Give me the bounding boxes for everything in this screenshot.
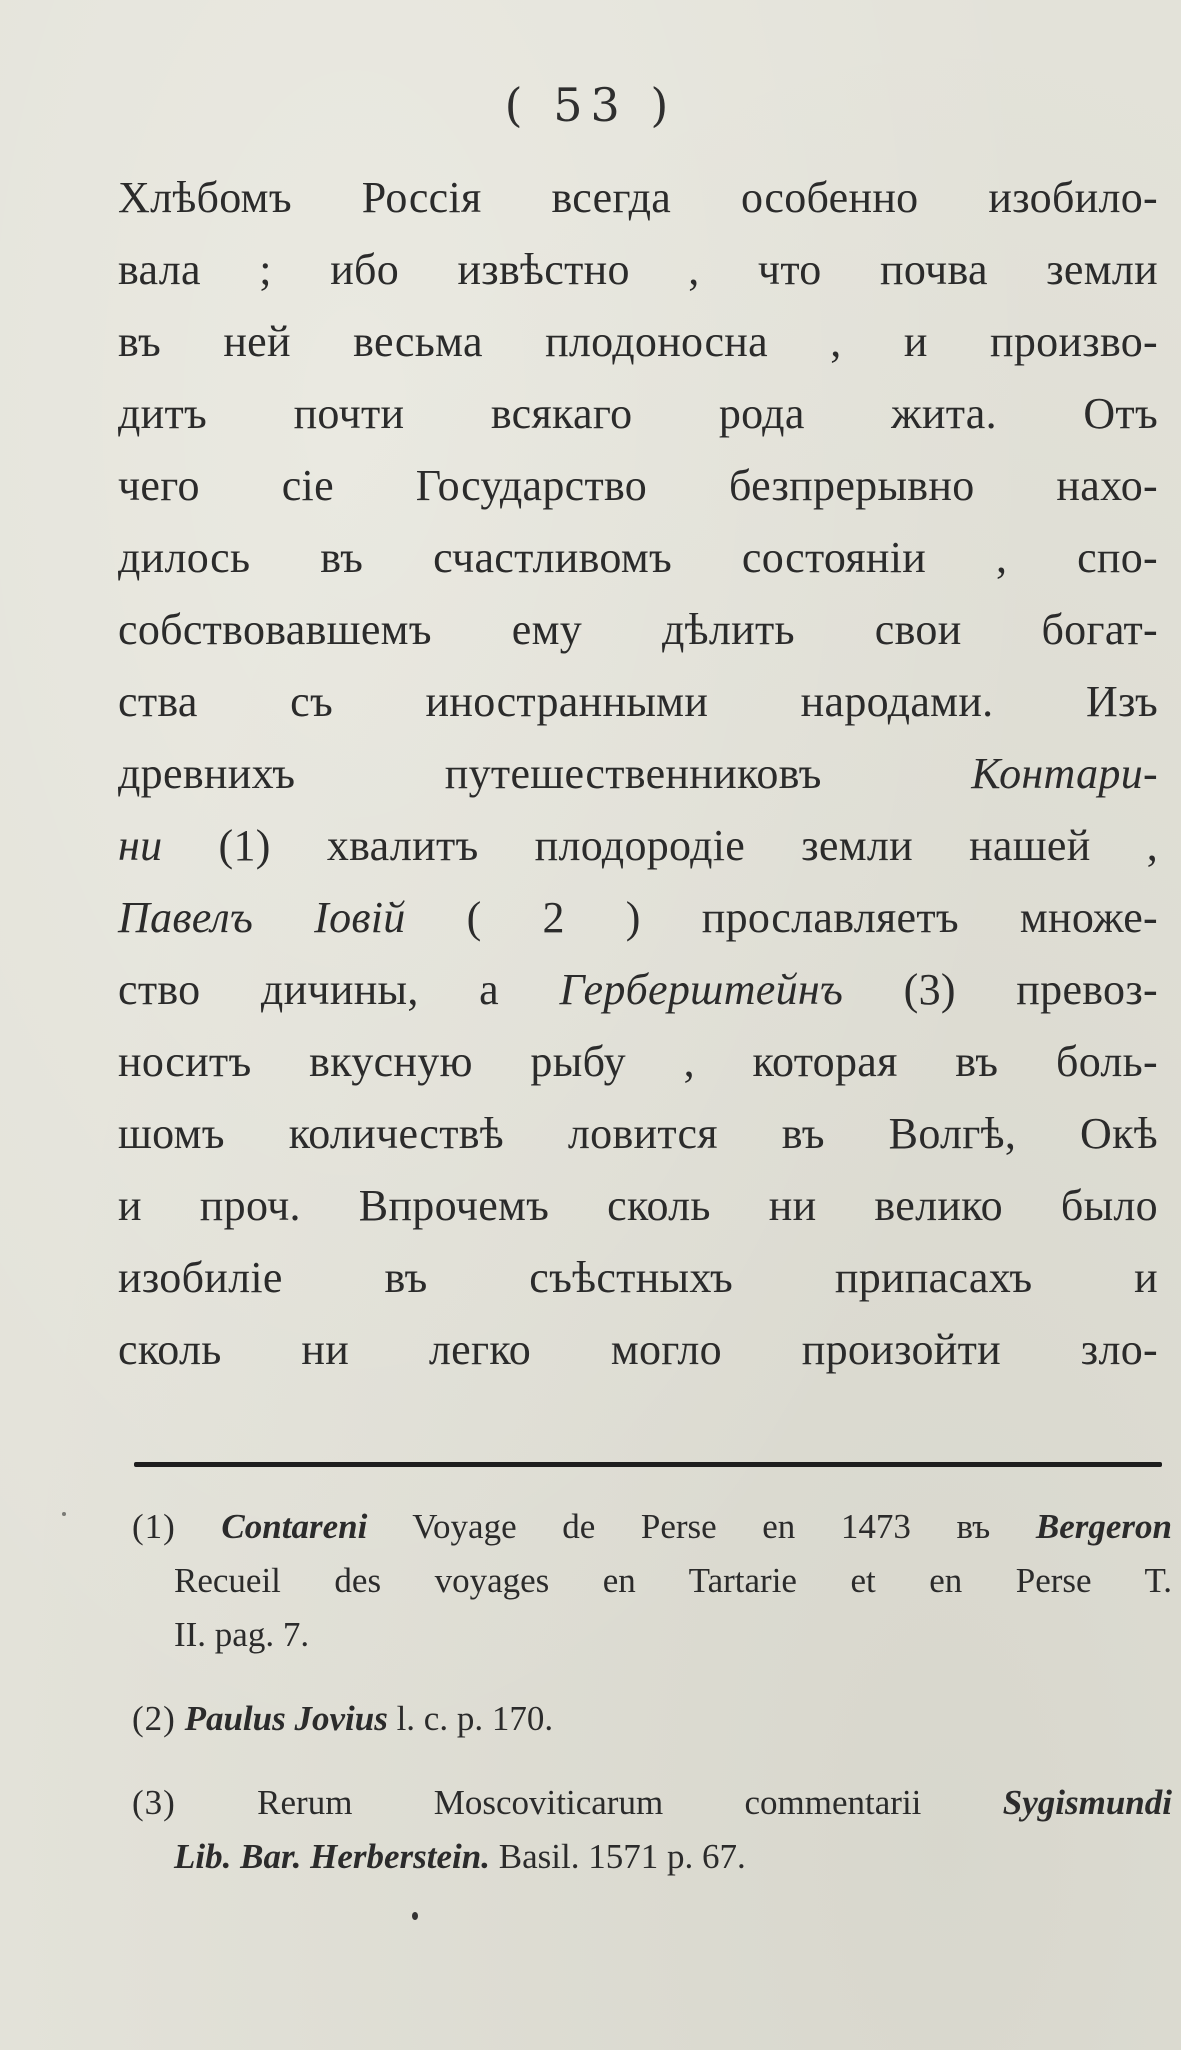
body-line-13: носитъ вкусную рыбу , которая въ боль-	[118, 1037, 1158, 1086]
body-line-1: Хлѣбомъ Россія всегда особенно изобило-	[118, 173, 1158, 222]
body-line-9-text: древнихъ путешественниковъ	[118, 749, 972, 798]
footnote-3-text-cont: Basil. 1571 p. 67.	[490, 1837, 746, 1876]
footnote-1	[132, 1500, 1172, 1662]
body-line-12	[118, 954, 1158, 1026]
body-line-8: ства съ иностранными народами. Изъ	[118, 677, 1158, 726]
footnote-3-author: Sygismundi	[1002, 1783, 1172, 1822]
body-line-2: вала ; ибо извѣстно , что почва земли	[118, 245, 1158, 294]
body-line-10	[118, 810, 1158, 882]
footnote-1-line-3: II. pag. 7.	[174, 1615, 310, 1654]
footnote-1-line-1	[132, 1500, 1172, 1554]
footnote-3	[132, 1776, 1172, 1884]
body-line-15: и проч. Впрочемъ сколь ни велико было	[118, 1181, 1158, 1230]
body-line-12-text-a: ство дичины, а	[118, 965, 560, 1014]
footnote-1-line-2: Recueil des voyages en Tartarie et en Perse T.	[174, 1561, 1172, 1600]
footnote-3-line-1	[132, 1776, 1172, 1830]
body-text	[118, 162, 1158, 1386]
footnote-3-line-2	[132, 1830, 1172, 1884]
page-number: ( 53 )	[504, 78, 677, 132]
footnote-2-author: Paulus Jovius	[184, 1699, 388, 1738]
name-herberstein: Герберштейнъ	[559, 965, 844, 1014]
name-contarini-end: ни	[118, 821, 163, 870]
footnote-2	[132, 1692, 1172, 1746]
footnotes	[132, 1500, 1172, 1884]
body-line-14: шомъ количествѣ ловится въ Волгѣ, Окѣ	[118, 1109, 1158, 1158]
body-line-11-text: ( 2 ) прославляетъ множе-	[405, 893, 1158, 942]
body-line-4: дитъ почти всякаго рода жита. Отъ	[118, 389, 1158, 438]
ink-speck	[62, 1512, 66, 1516]
body-line-16: изобиліе въ съѣстныхъ припасахъ и	[118, 1253, 1158, 1302]
name-contarini: Контари-	[971, 749, 1158, 798]
footnote-2-text: l. c. p. 170.	[387, 1699, 554, 1738]
footnote-3-author-cont: Lib. Bar. Herberstein.	[174, 1837, 490, 1876]
body-line-11	[118, 882, 1158, 954]
body-line-6: дилось въ счастливомъ состояніи , спо-	[118, 533, 1158, 582]
footnote-1-author: Contareni	[221, 1507, 368, 1546]
footnote-3-text: Rerum Moscoviticarum commentarii	[175, 1783, 1003, 1822]
body-line-12-text-b: (3) превоз-	[843, 965, 1158, 1014]
name-paulus-jovius: Павелъ Іовій	[118, 893, 406, 942]
footnote-3-mark: (3)	[132, 1783, 176, 1822]
body-line-17: сколь ни легко могло произойти зло-	[118, 1325, 1158, 1374]
body-line-7: собствовавшемъ ему дѣлить свои богат-	[118, 605, 1158, 654]
ink-speck	[412, 1912, 418, 1920]
body-line-10-text: (1) хвалитъ плодородіе земли нашей ,	[162, 821, 1158, 870]
footnote-separator-rule	[134, 1462, 1162, 1467]
body-line-5: чего сіе Государство безпрерывно нахо-	[118, 461, 1158, 510]
body-line-3: въ ней весьма плодоносна , и произво-	[118, 317, 1158, 366]
footnote-1-editor: Bergeron	[1035, 1507, 1172, 1546]
footnote-2-mark: (2)	[132, 1699, 176, 1738]
footnote-1-text: Voyage de Perse en 1473 въ	[367, 1507, 1036, 1546]
footnote-2-line-1	[132, 1692, 1172, 1746]
footnote-1-mark: (1)	[132, 1507, 176, 1546]
body-line-9	[118, 738, 1158, 810]
